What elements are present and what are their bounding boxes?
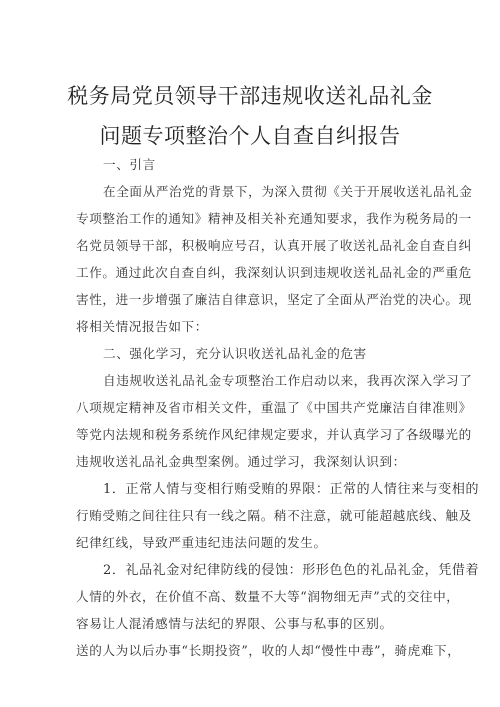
numbered-item-2: 2．礼品礼金对纪律防线的侵蚀：形形色色的礼品礼金，凭借着 <box>103 563 480 578</box>
paragraph-line: 八项规定精神及省市相关文件，重温了《中国共产党廉洁自律准则》 <box>76 400 472 415</box>
paragraph-line: 纪律红线，导致严重违纪违法问题的发生。 <box>76 535 327 550</box>
paragraph-line: 人情的外衣，在价值不高、数量不大等“润物细无声”式的交往中， <box>76 589 460 604</box>
paragraph-line: 等党内法规和税务系统作风纪律规定要求，并认真学习了各级曝光的 <box>76 427 472 442</box>
paragraph-line: 容易让人混淆感情与法纪的界限、公事与私事的区别。 <box>76 616 393 631</box>
paragraph-line: 害性，进一步增强了廉洁自律意识，坚定了全面从严治党的决心。现 <box>76 292 472 307</box>
paragraph-line: 自违规收送礼品礼金专项整治工作启动以来，我再次深入学习了 <box>103 373 473 388</box>
section-heading-introduction: 一、引言 <box>103 157 156 172</box>
paragraph-line: 行贿受贿之间往往只有一线之隔。稍不注意，就可能超越底线、触及 <box>76 508 472 523</box>
numbered-item-1: 1．正常人情与变相行贿受贿的界限：正常的人情往来与变相的 <box>103 482 480 497</box>
paragraph-line: 名党员领导干部，积极响应号召，认真开展了收送礼品礼金自查自纠 <box>76 238 472 253</box>
paragraph-line: 在全面从严治党的背景下，为深入贯彻《关于开展收送礼品礼金 <box>103 184 473 199</box>
document-title-line-2: 问题专项整治个人自查自纠报告 <box>99 124 401 148</box>
section-heading-study: 二、强化学习，充分认识收送礼品礼金的危害 <box>103 346 367 361</box>
paragraph-line: 送的人为以后办事“长期投资”，收的人却“慢性中毒”，骑虎难下， <box>76 643 461 658</box>
paragraph-line: 违规收送礼品礼金典型案例。通过学习，我深刻认识到： <box>76 454 406 469</box>
document-title-line-1: 税务局党员领导干部违规收送礼品礼金 <box>67 84 433 108</box>
paragraph-line: 工作。通过此次自查自纠，我深刻认识到违规收送礼品礼金的严重危 <box>76 265 472 280</box>
paragraph-line: 专项整治工作的通知》精神及相关补充通知要求，我作为税务局的一 <box>76 211 472 226</box>
paragraph-line: 将相关情况报告如下： <box>76 319 208 334</box>
